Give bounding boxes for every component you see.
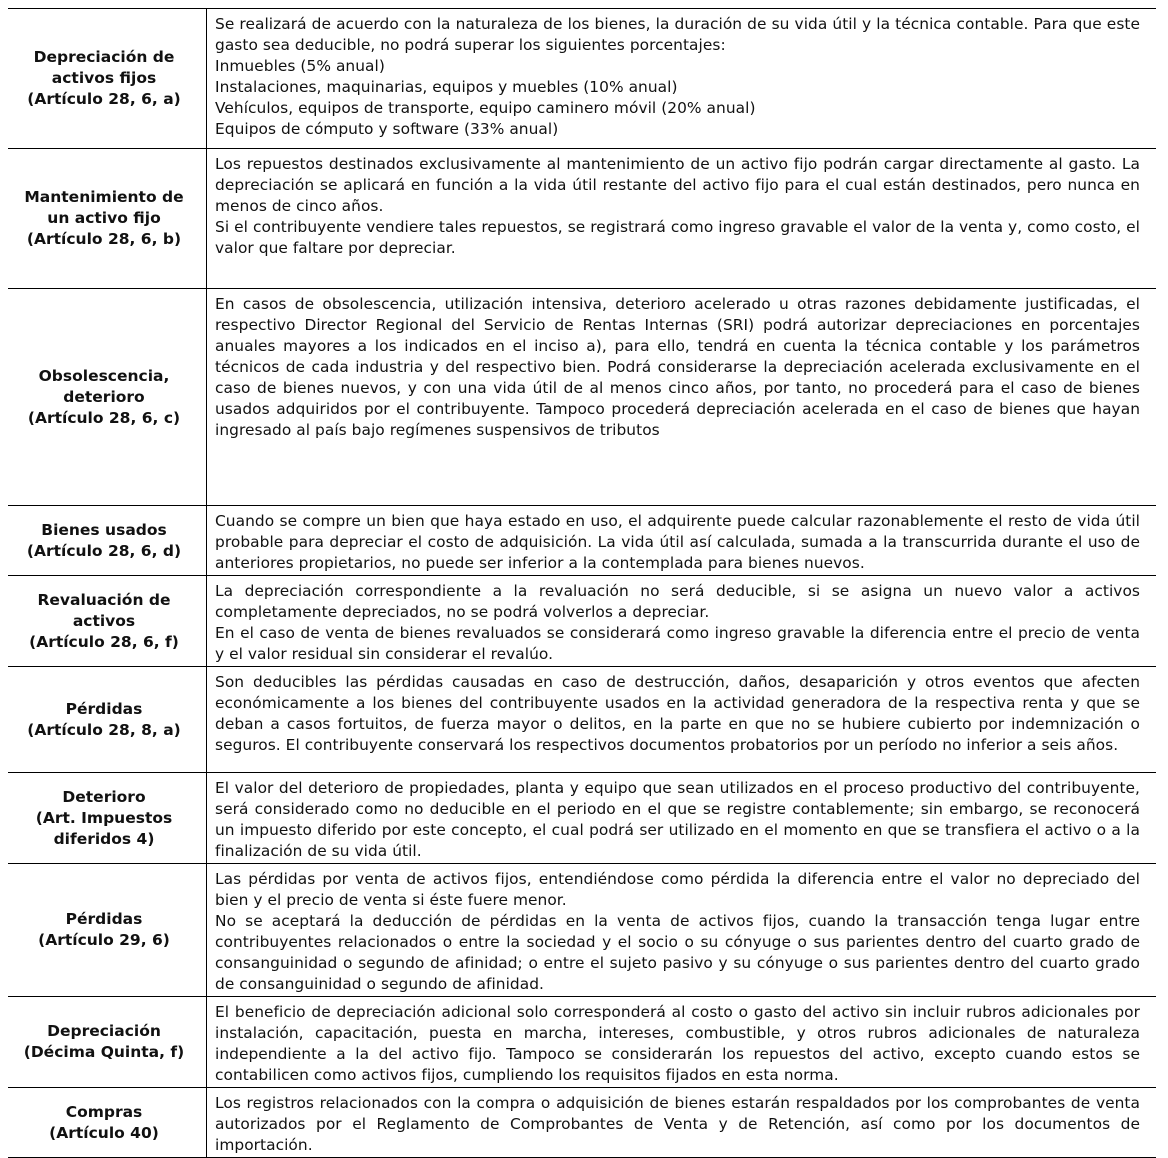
row-title-line: (Artículo 28, 6, d) xyxy=(26,541,182,560)
row-title-line: (Décima Quinta, f) xyxy=(23,1043,185,1061)
description-paragraph: Inmuebles (5% anual) xyxy=(215,57,385,75)
row-title-line: Depreciación de xyxy=(33,48,175,66)
row-title-line: un activo fijo xyxy=(47,209,161,227)
row-description xyxy=(207,997,1157,1088)
table-row xyxy=(8,149,1156,289)
row-title-line: (Artículo 28, 6, b) xyxy=(26,230,182,248)
description-paragraph: Los registros relacionados con la compra o adquisición de bienes estarán respaldados por los comprobantes de venta autorizados por el Reglamento de Comprobantes de Venta y de Retención, así como por los documentos de importación. xyxy=(215,1094,1140,1154)
description-paragraph: El valor del deterioro de propiedades, planta y equipo que sean utilizados en el proceso productivo del contribuyente, será considerado como no deducible en el periodo en el que se registre contablemente; sin embargo, se reconocerá un impuesto diferido por este concepto, el cual podrá ser utilizado en el momento en que se transfiera el activo o a la finalización de su vida útil. xyxy=(215,779,1140,860)
row-description xyxy=(207,864,1157,997)
row-title-line: Deterioro xyxy=(62,787,146,806)
description-paragraph: Se realizará de acuerdo con la naturaleza de los bienes, la duración de su vida útil y la técnica contable. Para que este gasto sea deducible, no podrá superar los siguientes porcentajes: xyxy=(215,15,1140,54)
table-row xyxy=(8,576,1156,667)
row-title-line: (Artículo 28, 6, a) xyxy=(27,90,181,108)
row-description xyxy=(207,576,1157,667)
row-title xyxy=(8,149,207,289)
description-paragraph: Son deducibles las pérdidas causadas en caso de destrucción, daños, desaparición y otros eventos que afecten económicamente a los bienes del contribuyente usados en la actividad generadora de la respectiva renta y que se deban a casos fortuitos, de fuerza mayor o delitos, en la parte en que no se hubiere cubierto por indemnización o seguros. El contribuyente conservará los respectivos documentos probatorios por un período no inferior a seis años. xyxy=(215,673,1140,754)
row-title xyxy=(8,289,207,506)
description-paragraph: En casos de obsolescencia, utilización intensiva, deterioro acelerado u otras razones debidamente justificadas, el respectivo Director Regional del Servicio de Rentas Internas (SRI) podrá autorizar depreciaciones en porcentajes anuales mayores a los indicados en el inciso a), para ello, tendrá en cuenta la técnica contable y los parámetros técnicos de cada industria y del respectivo bien. Podrá considerarse la depreciación acelerada exclusivamente en el caso de bienes nuevos, y con una vida útil de al menos cinco años, por tanto, no procederá para el caso de bienes usados adquiridos por el contribuyente. Tampoco procederá depreciación acelerada en el caso de bienes que hayan ingresado al país bajo regímenes suspensivos de tributos xyxy=(215,295,1140,439)
description-paragraph: En el caso de venta de bienes revaluados se considerará como ingreso gravable la diferencia entre el precio de venta y el valor residual sin considerar el revalúo. xyxy=(215,624,1140,663)
row-title-line: activos fijos xyxy=(51,69,157,87)
description-paragraph: Vehículos, equipos de transporte, equipo caminero móvil (20% anual) xyxy=(215,99,756,117)
row-description xyxy=(207,1088,1157,1158)
description-paragraph: Las pérdidas por venta de activos fijos, entendiéndose como pérdida la diferencia entre el valor no depreciado del bien y el precio de venta si éste fuere menor. xyxy=(215,870,1140,909)
table-row xyxy=(8,864,1156,997)
table-row xyxy=(8,289,1156,506)
row-title-line: (Artículo 40) xyxy=(49,1123,159,1142)
row-title xyxy=(8,9,207,149)
row-description xyxy=(207,667,1157,773)
row-title-line: Revaluación de xyxy=(37,590,171,609)
row-title-line: Compras xyxy=(65,1102,143,1121)
row-title-line: (Artículo 28, 6, c) xyxy=(27,408,181,427)
row-title-line: Depreciación xyxy=(47,1022,161,1040)
table-row xyxy=(8,997,1156,1088)
table-row xyxy=(8,667,1156,773)
row-title xyxy=(8,773,207,864)
description-paragraph: Instalaciones, maquinarias, equipos y muebles (10% anual) xyxy=(215,78,678,96)
row-title xyxy=(8,506,207,576)
table-row xyxy=(8,506,1156,576)
description-paragraph: La depreciación correspondiente a la revaluación no será deducible, si se asigna un nuevo valor a activos completamente depreciados, no se podrá volverlos a depreciar. xyxy=(215,582,1140,621)
description-paragraph: Cuando se compre un bien que haya estado en uso, el adquirente puede calcular razonablemente el resto de vida útil probable para depreciar el costo de adquisición. La vida útil así calculada, sumada a la transcurrida durante el uso de anteriores propietarios, no puede ser inferior a la contemplada para bienes nuevos. xyxy=(215,512,1140,572)
description-paragraph: Los repuestos destinados exclusivamente al mantenimiento de un activo fijo podrán cargar directamente al gasto. La depreciación se aplicará en función a la vida útil restante del activo fijo para el cual están destinados, pero nunca en menos de cinco años. xyxy=(215,155,1140,215)
row-description xyxy=(207,149,1157,289)
row-title-line: Obsolescencia, xyxy=(38,366,170,385)
row-title-line: diferidos 4) xyxy=(53,829,155,848)
row-title-line: (Artículo 28, 6, f) xyxy=(29,632,179,651)
row-title xyxy=(8,576,207,667)
table-row xyxy=(8,773,1156,864)
row-title xyxy=(8,667,207,773)
row-description xyxy=(207,773,1157,864)
row-title-line: (Artículo 28, 8, a) xyxy=(27,720,181,739)
description-paragraph: Equipos de cómputo y software (33% anual) xyxy=(215,120,559,138)
table-row xyxy=(8,9,1156,149)
row-title xyxy=(8,997,207,1088)
row-title xyxy=(8,864,207,997)
description-paragraph: Si el contribuyente vendiere tales repuestos, se registrará como ingreso gravable el valor de la venta y, como costo, el valor que faltare por depreciar. xyxy=(215,218,1140,257)
tax-regulations-table xyxy=(8,8,1156,1158)
row-description xyxy=(207,289,1157,506)
row-title-line: deterioro xyxy=(63,387,145,406)
row-title-line: Bienes usados xyxy=(41,520,167,539)
row-description xyxy=(207,9,1157,149)
row-title-line: Pérdidas xyxy=(65,699,143,718)
row-description xyxy=(207,506,1157,576)
row-title xyxy=(8,1088,207,1158)
description-paragraph: No se aceptará la deducción de pérdidas en la venta de activos fijos, cuando la transacción tenga lugar entre contribuyentes relacionados o entre la sociedad y el socio o su cónyuge o sus parientes dentro del cuarto grado de consanguinidad o segundo de afinidad; o entre el sujeto pasivo y su cónyuge o sus parientes dentro del cuarto grado de consanguinidad o segundo de afinidad. xyxy=(215,912,1140,993)
row-title-line: Pérdidas xyxy=(65,910,143,928)
row-title-line: (Artículo 29, 6) xyxy=(38,931,170,949)
description-paragraph: El beneficio de depreciación adicional solo corresponderá al costo o gasto del activo sin incluir rubros adicionales por instalación, capacitación, puesta en marcha, intereses, combustible, y otros rubros adicionales de naturaleza independiente a la del activo fijo. Tampoco se considerarán los repuestos del activo, excepto cuando estos se contabilicen como activos fijos, cumpliendo los requisitos fijados en esta norma. xyxy=(215,1003,1140,1084)
row-title-line: (Art. Impuestos xyxy=(35,808,173,827)
row-title-line: Mantenimiento de xyxy=(24,188,184,206)
row-title-line: activos xyxy=(72,611,136,630)
table-row xyxy=(8,1088,1156,1158)
